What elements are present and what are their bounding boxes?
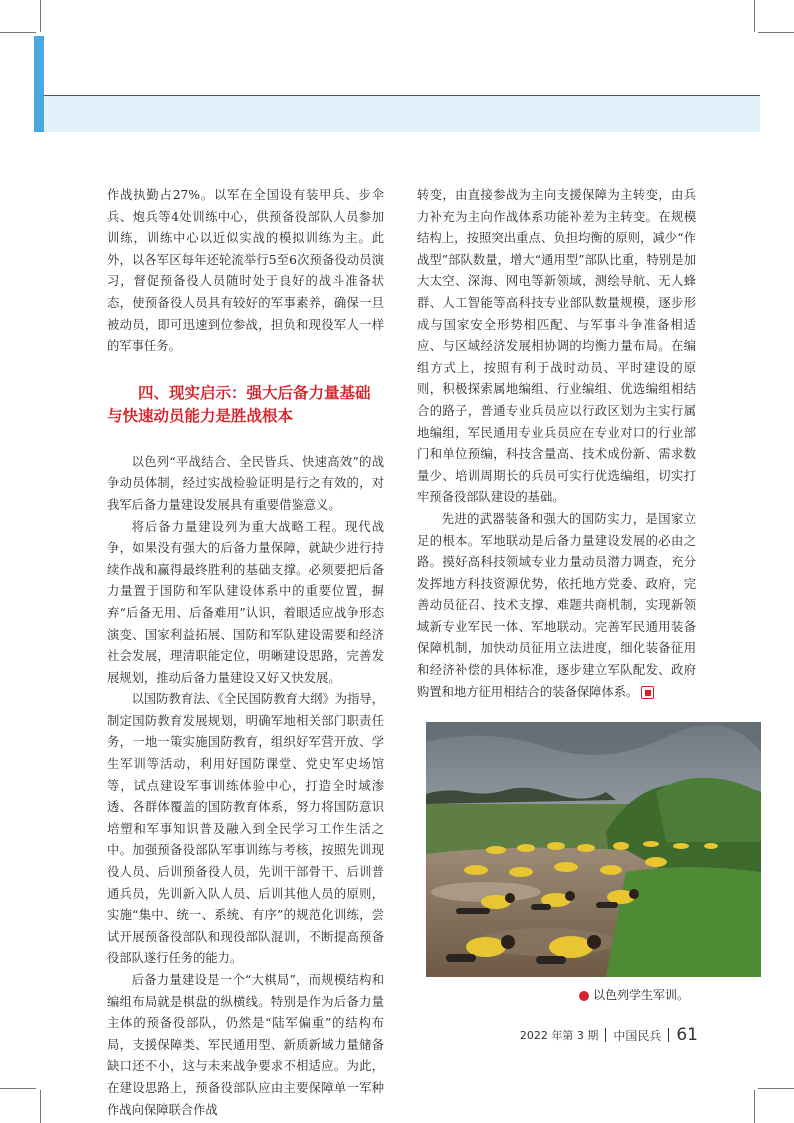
paragraph-text: 先进的武器装备和强大的国防实力，是国家立足的根本。军地联动是后备力量建设发展的必由之路。摸好高科技领域专业力量动员潜力调查，充分发挥地方科技资源优势，依托地方党委、政府，完善动员征召、技术支撑、难题共商机制，实现新领域新专业军民一体、军地联动。完善军民通用装备保障机制，加快动员征用立法进度，细化装备征用和经济补偿的具体标准，逐步建立军队配发、政府购置和地方征用相结合的装备保障体系。	[417, 511, 696, 699]
footer-separator	[668, 1028, 669, 1042]
paragraph: 以国防教育法、《全民国防教育大纲》为指导，制定国防教育发展规划，明确军地相关部门职责任务，一地一策实施国防教育，组织好军营开放、学生军训等活动，利用好国防课堂、党史军史场馆等，试点建设军事训练体验中心，打造全时域渗透、各群体覆盖的国防教育体系，努力将国防意识培塑和军事知识普及融入到全民学习工作生活之中。加强预备役部队军事训练与考核，按照先训现役人员、后训预备役人员，先训干部骨干、后训普通兵员，先训新入队人员、后训其他人员的原则，实施“集中、统一、系统、有序”的规范化训练，尝试开展预备役部队和现役部队混训，不断提高预备役部队遂行任务的能力。	[107, 692, 384, 966]
section-heading: 四、现实启示：强大后备力量基础与快速动员能力是胜战根本	[107, 383, 371, 425]
crop-mark	[754, 0, 755, 32]
crop-mark	[758, 1088, 794, 1089]
paragraph-last	[417, 509, 696, 703]
caption-bullet-icon	[579, 991, 589, 1001]
paragraph: 作战执勤占27%。以军在全国设有装甲兵、步伞兵、炮兵等4处训练中心，供预备役部队人员参加训练，训练中心以近似实战的模拟训练为主。此外，以各军区每年还轮流举行5至6次预备役动员演习，督促预备役人员随时处于良好的战斗准备状态，使预备役人员具有较好的军事素养，确保一旦被动员，即可迅速到位参战，担负和现役军人一样的军事任务。	[107, 188, 384, 354]
crop-mark	[754, 1090, 755, 1123]
paragraph: 以色列“平战结合、全民皆兵、快速高效”的战争动员体制，经过实战检验证明是行之有效的，对我军后备力量建设发展具有重要借鉴意义。	[107, 454, 384, 512]
header-band	[44, 96, 760, 132]
caption-text: 以色列学生军训。	[593, 988, 690, 1002]
footer-separator	[605, 1028, 606, 1042]
crop-mark	[758, 32, 794, 33]
crop-mark	[0, 1088, 36, 1089]
header-accent-bar	[34, 36, 44, 132]
photo-caption	[579, 986, 689, 1003]
paragraph: 将后备力量建设列为重大战略工程。现代战争，如果没有强大的后备力量保障，就缺少进行持续作战和赢得最终胜利的基础支撑。必须要把后备力量置于国防和军队建设体系中的重要位置，摒弃“后备无用、后备难用”认识，着眼适应战争形态演变、国家利益拓展、国防和军队建设需要和经济社会发展，理清职能定位，明晰建设思路，完善发展规划，推动后备力量建设又好又快发展。	[107, 519, 384, 685]
crop-mark	[40, 0, 41, 32]
training-photo	[426, 722, 761, 977]
page-footer	[520, 1025, 698, 1045]
photo-illustration	[426, 722, 761, 977]
crop-mark	[40, 1090, 41, 1123]
crop-mark	[0, 32, 36, 33]
issue-label: 2022 年第 3 期	[519, 1029, 599, 1042]
magazine-name: 中国民兵	[613, 1028, 662, 1043]
paragraph: 后备力量建设是一个“大棋局”，而规模结构和编组布局就是棋盘的纵横线。特别是作为后备力量主体的预备役部队，仍然是“陆军偏重”的结构布局，支援保障类、军民通用型、新质新域力量储备缺口还不小，这与未来战争要求不相适应。为此，在建设思路上，预备役部队应由主要保障单一军种作战向保障联合作战	[107, 973, 384, 1117]
end-mark-icon: ■	[641, 686, 654, 699]
left-column	[107, 185, 384, 1121]
page-number: 61	[676, 1025, 698, 1045]
paragraph: 转变，由直接参战为主向支援保障为主转变，由兵力补充为主向作战体系功能补差为主转变。在规模结构上，按照突出重点、负担均衡的原则，减少“作战型”部队数量，增大“通用型”部队比重，特别是加大太空、深海、网电等新领域，测绘导航、无人蜂群、人工智能等高科技专业部队数量规模，逐步形成与国家安全形势相匹配、与军事斗争准备相适应、与区域经济发展相协调的均衡力量布局。在编组方式上，按照有利于战时动员、平时建设的原则，积极探索属地编组、行业编组、优选编组相结合的路子，普通专业兵员应以行政区划为主实行属地编组，军民通用专业兵员应在专业对口的行业部门和单位预编，科技含量高、技术成份新、需求数量少、培训周期长的兵员可实行优选编组，切实打牢预备役部队建设的基础。	[417, 188, 696, 505]
right-column	[417, 185, 696, 703]
